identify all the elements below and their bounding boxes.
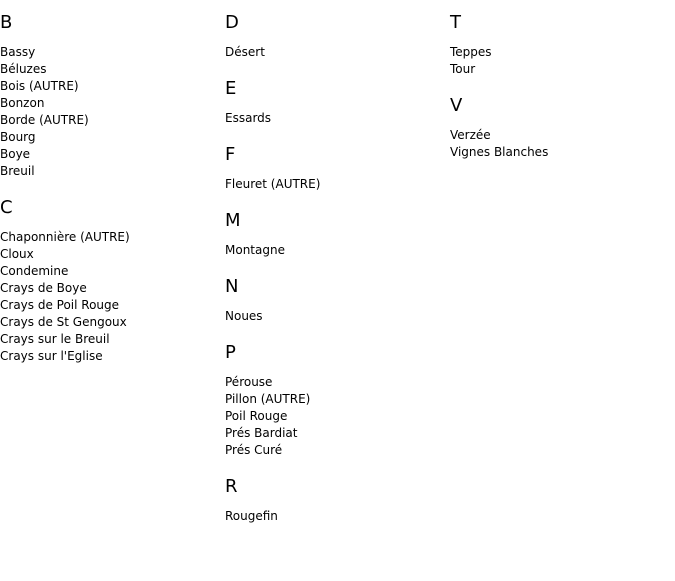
place-link[interactable]: Crays sur l'Eglise — [0, 349, 103, 363]
place-link[interactable]: Tour — [450, 62, 476, 76]
place-link[interactable]: Pérouse — [225, 375, 273, 389]
place-link[interactable]: Désert — [225, 45, 265, 59]
letter-group — [225, 144, 445, 193]
place-list — [0, 229, 220, 365]
letter-heading: C — [0, 197, 13, 218]
place-list — [225, 308, 445, 325]
place-list — [450, 44, 670, 78]
place-link[interactable]: Béluzes — [0, 62, 47, 76]
place-link[interactable]: Boye — [0, 147, 31, 161]
letter-heading: P — [225, 342, 236, 363]
place-link[interactable]: Bois (AUTRE) — [0, 79, 79, 93]
index-column-2 — [225, 12, 445, 542]
letter-group — [225, 78, 445, 127]
place-link[interactable]: Borde (AUTRE) — [0, 113, 89, 127]
letter-group — [450, 95, 670, 161]
place-link[interactable]: Essards — [225, 111, 272, 125]
place-link[interactable]: Cloux — [0, 247, 34, 261]
letter-group — [225, 276, 445, 325]
letter-heading: N — [225, 276, 239, 297]
letter-heading: T — [450, 12, 461, 33]
place-link[interactable]: Montagne — [225, 243, 285, 257]
place-list — [225, 44, 445, 61]
place-list — [225, 374, 445, 459]
place-link[interactable]: Prés Curé — [225, 443, 283, 457]
letter-heading: V — [450, 95, 463, 116]
place-link[interactable]: Bassy — [0, 45, 36, 59]
place-link[interactable]: Crays de Boye — [0, 281, 87, 295]
place-link[interactable]: Teppes — [450, 45, 492, 59]
letter-group — [225, 476, 445, 525]
place-link[interactable]: Crays sur le Breuil — [0, 332, 110, 346]
letter-heading: R — [225, 476, 238, 497]
place-link[interactable]: Fleuret (AUTRE) — [225, 177, 321, 191]
letter-group — [225, 210, 445, 259]
place-link[interactable]: Poil Rouge — [225, 409, 288, 423]
place-list — [450, 127, 670, 161]
place-list — [225, 508, 445, 525]
place-link[interactable]: Breuil — [0, 164, 35, 178]
place-link[interactable]: Noues — [225, 309, 263, 323]
place-list — [0, 44, 220, 180]
place-link[interactable]: Bonzon — [0, 96, 45, 110]
letter-group — [450, 12, 670, 78]
place-list — [225, 242, 445, 259]
letter-group — [0, 197, 220, 365]
place-list — [225, 176, 445, 193]
place-list — [225, 110, 445, 127]
place-link[interactable]: Vignes Blanches — [450, 145, 549, 159]
index-column-3 — [450, 12, 670, 178]
letter-heading: E — [225, 78, 237, 99]
place-link[interactable]: Prés Bardiat — [225, 426, 298, 440]
letter-group — [225, 342, 445, 459]
letter-heading: D — [225, 12, 239, 33]
place-link[interactable]: Crays de St Gengoux — [0, 315, 127, 329]
letter-heading: B — [0, 12, 13, 33]
place-link[interactable]: Crays de Poil Rouge — [0, 298, 120, 312]
place-link[interactable]: Verzée — [450, 128, 491, 142]
index-column-1 — [0, 12, 220, 382]
place-link[interactable]: Chaponnière (AUTRE) — [0, 230, 130, 244]
place-link[interactable]: Condemine — [0, 264, 69, 278]
letter-heading: F — [225, 144, 236, 165]
letter-group — [0, 12, 220, 180]
place-link[interactable]: Bourg — [0, 130, 36, 144]
place-link[interactable]: Rougefin — [225, 509, 278, 523]
place-link[interactable]: Pillon (AUTRE) — [225, 392, 311, 406]
letter-group — [225, 12, 445, 61]
letter-heading: M — [225, 210, 241, 231]
